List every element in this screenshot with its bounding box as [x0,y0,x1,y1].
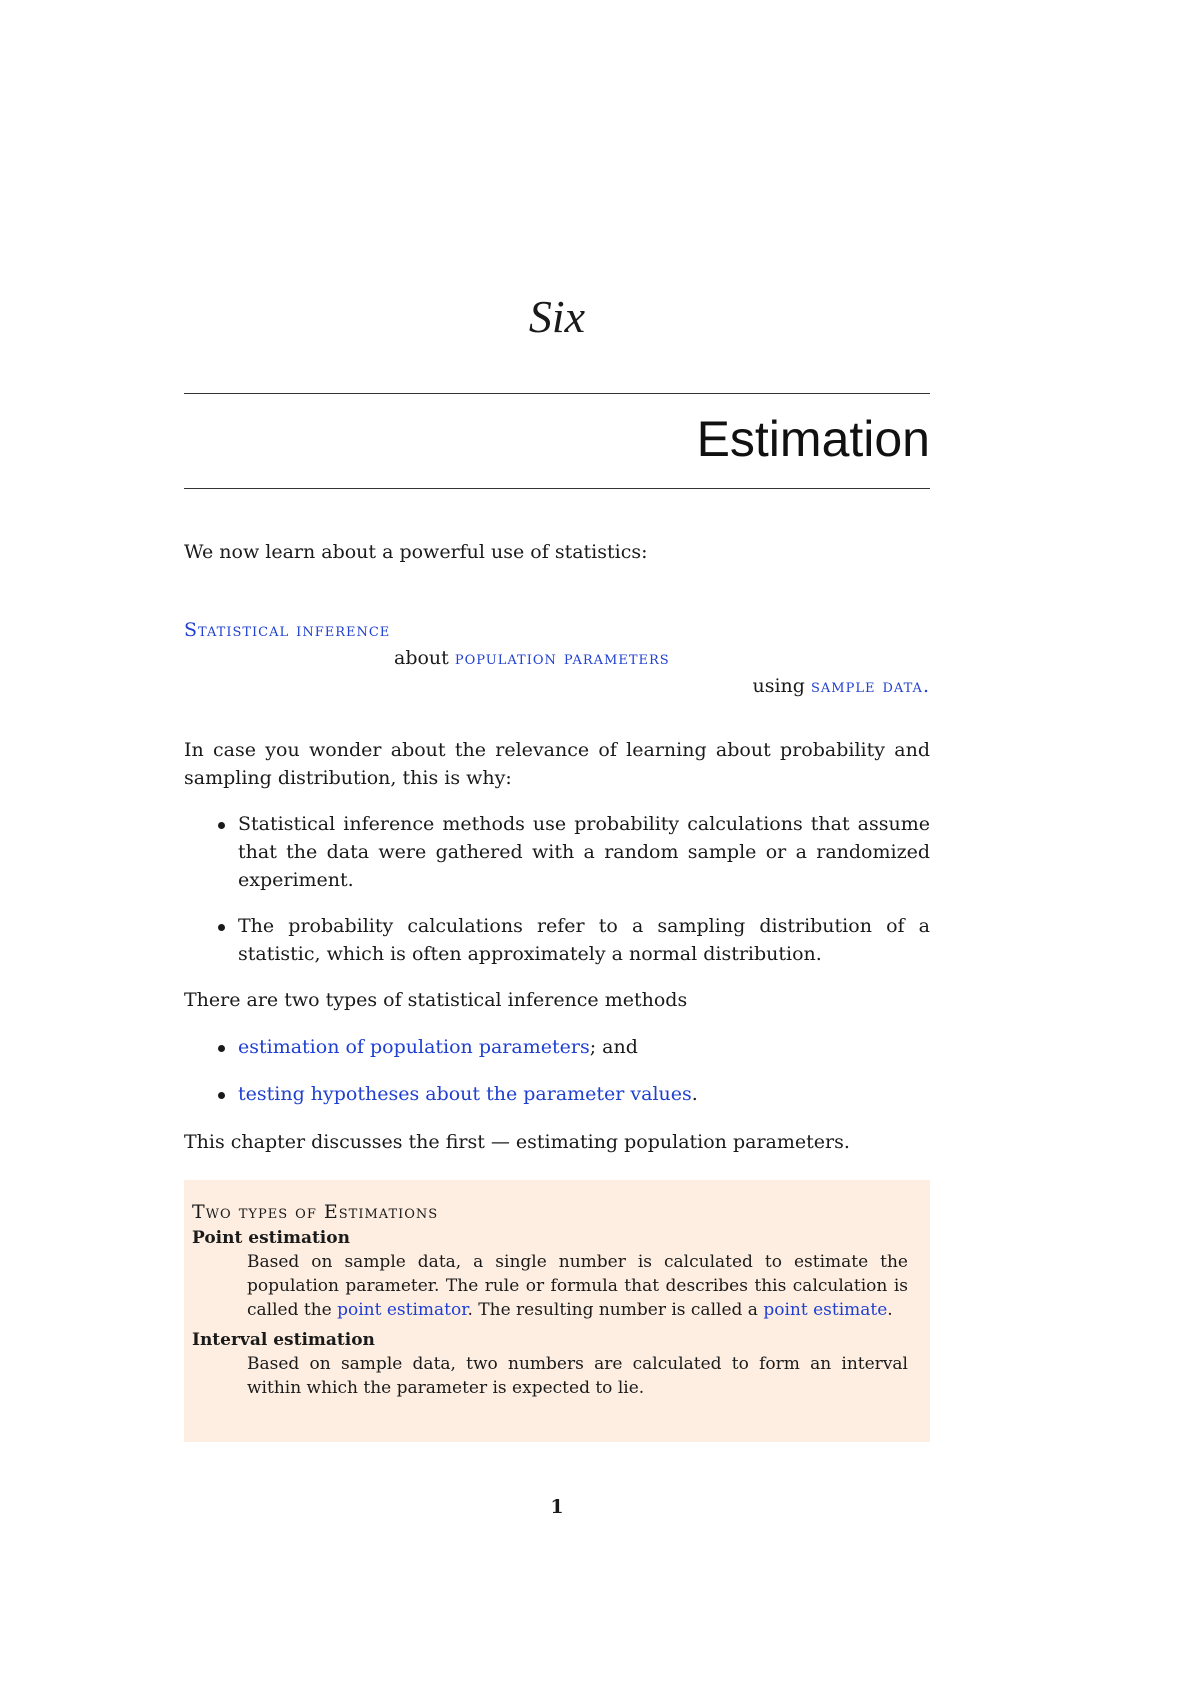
page [184,0,930,1696]
chapter-rule-bottom [184,488,930,489]
statistical-inference-term: Statistical inference [184,619,391,641]
point-estimate-link[interactable]: point estimate [763,1300,888,1320]
chapter-title: Estimation [696,411,930,467]
chapter-rule-top [184,393,930,394]
list-item [184,810,930,894]
types-intro: There are two types of statistical inference methods [184,989,688,1011]
hypothesis-testing-link[interactable]: testing hypotheses about the parameter values [238,1083,692,1105]
intro-paragraph: We now learn about a powerful use of statistics: [184,541,648,563]
bullet-text: Statistical inference methods use probability calculations that assume that the data were gathered with a random sample or a randomized experiment. [238,813,930,891]
about-word: about [394,647,449,669]
inference-line-2 [394,644,670,672]
bullet-icon [218,924,225,931]
estimation-link[interactable]: estimation of population parameters [238,1036,590,1058]
bullet-icon [218,1045,225,1052]
relevance-paragraph: In case you wonder about the relevance of learning about probability and sampling distribution, this is why: [184,739,930,789]
definition-text: Based on sample data, a single number is calculated to estimate the population parameter. The rule or formula that describes this calculation is called the [247,1252,908,1320]
sample-data-term: sample data. [810,675,930,697]
bullet-icon [218,822,225,829]
bullet-text: The probability calculations refer to a sampling distribution of a statistic, which is often approximately a normal distribution. [238,915,930,965]
estimation-types-box [184,1180,930,1442]
point-estimation-term: Point estimation [192,1228,350,1248]
chapter-focus-paragraph: This chapter discusses the first — estimating population parameters. [184,1131,850,1153]
inference-line-3 [752,672,930,700]
bullet-icon [218,1092,225,1099]
definition-text: . The resulting number is called a [467,1300,764,1320]
list-item [184,912,930,968]
types-bullet-list [184,1033,930,1127]
interval-estimation-term: Interval estimation [192,1330,375,1350]
relevance-bullet-list [184,810,930,986]
estimation-types-content [192,1200,908,1406]
inference-line-1 [184,616,390,644]
interval-estimation-definition: Based on sample data, two numbers are calculated to form an interval within which the parameter is expected to lie. [247,1354,908,1398]
point-estimator-link[interactable]: point estimator [337,1300,468,1320]
box-title: Two types of Estimations [192,1201,439,1223]
list-item [184,1080,930,1108]
list-item [184,1033,930,1061]
chapter-number: Six [528,291,586,342]
bullet-suffix: . [691,1083,698,1105]
using-word: using [752,675,805,697]
definition-text: . [887,1300,893,1320]
bullet-suffix: ; and [589,1036,638,1058]
point-estimation-definition [192,1250,908,1322]
page-number: 1 [550,1496,564,1518]
population-parameters-term: population parameters [454,647,670,669]
